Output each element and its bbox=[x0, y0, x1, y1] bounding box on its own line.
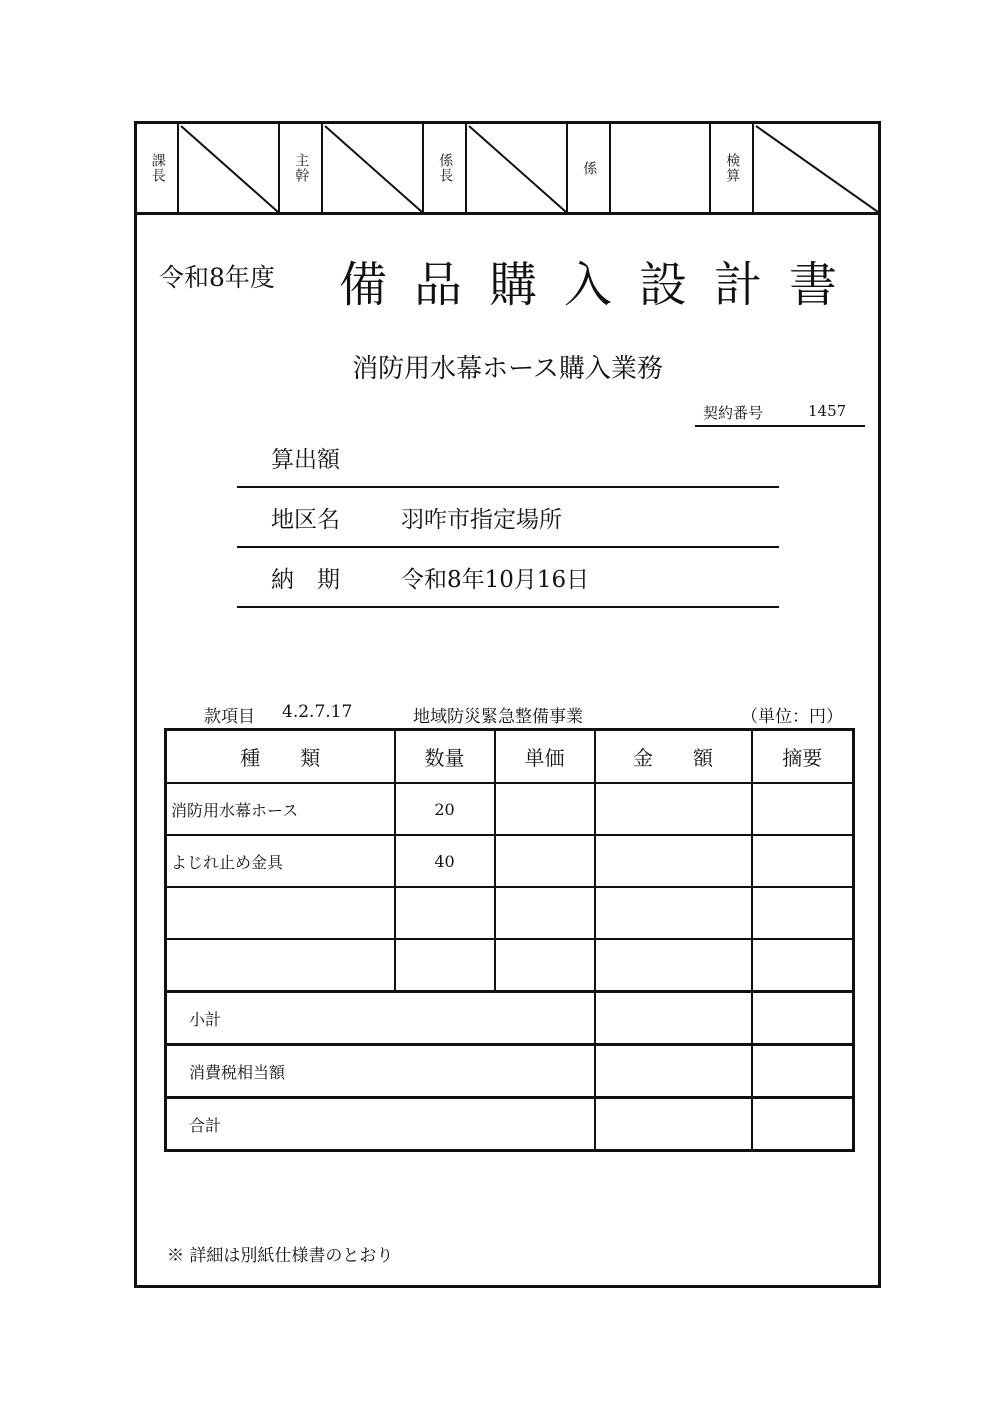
quantity-cell: 20 bbox=[395, 783, 495, 835]
remarks-cell bbox=[752, 835, 854, 887]
approval-label-verification: 検算 bbox=[711, 124, 754, 212]
tax-label: 消費税相当額 bbox=[166, 1045, 595, 1098]
budget-project-name: 地域防災緊急整備事業 bbox=[413, 707, 583, 727]
amount-cell bbox=[595, 887, 752, 939]
table-header-row bbox=[166, 730, 854, 784]
unit-price-cell bbox=[495, 835, 595, 887]
document-title: 備品購入設計書 bbox=[339, 257, 865, 313]
table-row bbox=[166, 835, 854, 887]
calculated-amount-field bbox=[237, 426, 779, 488]
total-remarks-cell bbox=[752, 1098, 854, 1151]
calculated-amount-label: 算出額 bbox=[271, 447, 340, 473]
table-row bbox=[166, 887, 854, 939]
table-row bbox=[166, 783, 854, 835]
tax-row bbox=[166, 1045, 854, 1098]
delivery-deadline-field bbox=[237, 546, 779, 608]
subtotal-label: 小計 bbox=[166, 992, 595, 1045]
unit-price-cell bbox=[495, 887, 595, 939]
district-field bbox=[237, 486, 779, 548]
approval-label-chief-officer: 主幹 bbox=[280, 124, 323, 212]
item-name-cell bbox=[166, 887, 395, 939]
tax-amount-cell bbox=[595, 1045, 752, 1098]
item-name-cell: 消防用水幕ホース bbox=[166, 783, 395, 835]
approval-stamp-strip bbox=[137, 124, 878, 215]
unit-price-cell bbox=[495, 783, 595, 835]
contract-number-line bbox=[695, 399, 865, 427]
approval-label-staff: 係 bbox=[568, 124, 611, 212]
column-header-amount: 金 額 bbox=[595, 730, 752, 784]
amount-cell bbox=[595, 783, 752, 835]
total-amount-cell bbox=[595, 1098, 752, 1151]
item-name-cell: よじれ止め金具 bbox=[166, 835, 395, 887]
subtotal-amount-cell bbox=[595, 992, 752, 1045]
remarks-cell bbox=[752, 939, 854, 992]
subtotal-row bbox=[166, 992, 854, 1045]
delivery-deadline-value: 令和8年10月16日 bbox=[401, 567, 590, 593]
column-header-remarks: 摘要 bbox=[752, 730, 854, 784]
total-label: 合計 bbox=[166, 1098, 595, 1151]
items-table bbox=[164, 728, 855, 1152]
subtotal-remarks-cell bbox=[752, 992, 854, 1045]
budget-item-code: 4.2.7.17 bbox=[282, 702, 353, 722]
quantity-cell bbox=[395, 887, 495, 939]
project-subject: 消防用水幕ホース購入業務 bbox=[352, 354, 663, 384]
approval-label-subsection-chief: 係長 bbox=[424, 124, 467, 212]
remarks-cell bbox=[752, 887, 854, 939]
stamp-diagonal-slashes bbox=[137, 124, 878, 212]
contract-number-value: 1457 bbox=[808, 402, 847, 420]
budget-item-label: 款項目 bbox=[204, 707, 255, 727]
total-row bbox=[166, 1098, 854, 1151]
amount-cell bbox=[595, 939, 752, 992]
tax-remarks-cell bbox=[752, 1045, 854, 1098]
column-header-unit-price: 単価 bbox=[495, 730, 595, 784]
fiscal-year: 令和8年度 bbox=[159, 263, 275, 292]
approval-label-section-chief: 課長 bbox=[137, 124, 179, 212]
item-name-cell bbox=[166, 939, 395, 992]
delivery-deadline-label: 納 期 bbox=[271, 567, 340, 593]
unit-price-cell bbox=[495, 939, 595, 992]
column-header-item: 種 類 bbox=[166, 730, 395, 784]
district-value: 羽咋市指定場所 bbox=[401, 507, 562, 533]
quantity-cell: 40 bbox=[395, 835, 495, 887]
district-label: 地区名 bbox=[271, 507, 340, 533]
column-header-quantity: 数量 bbox=[395, 730, 495, 784]
document-frame bbox=[134, 121, 881, 1288]
quantity-cell bbox=[395, 939, 495, 992]
amount-cell bbox=[595, 835, 752, 887]
remarks-cell bbox=[752, 783, 854, 835]
table-row bbox=[166, 939, 854, 992]
contract-number-label: 契約番号 bbox=[703, 404, 764, 422]
footnote: ※ 詳細は別紙仕様書のとおり bbox=[167, 1246, 394, 1266]
currency-unit: （単位：円） bbox=[741, 707, 843, 727]
